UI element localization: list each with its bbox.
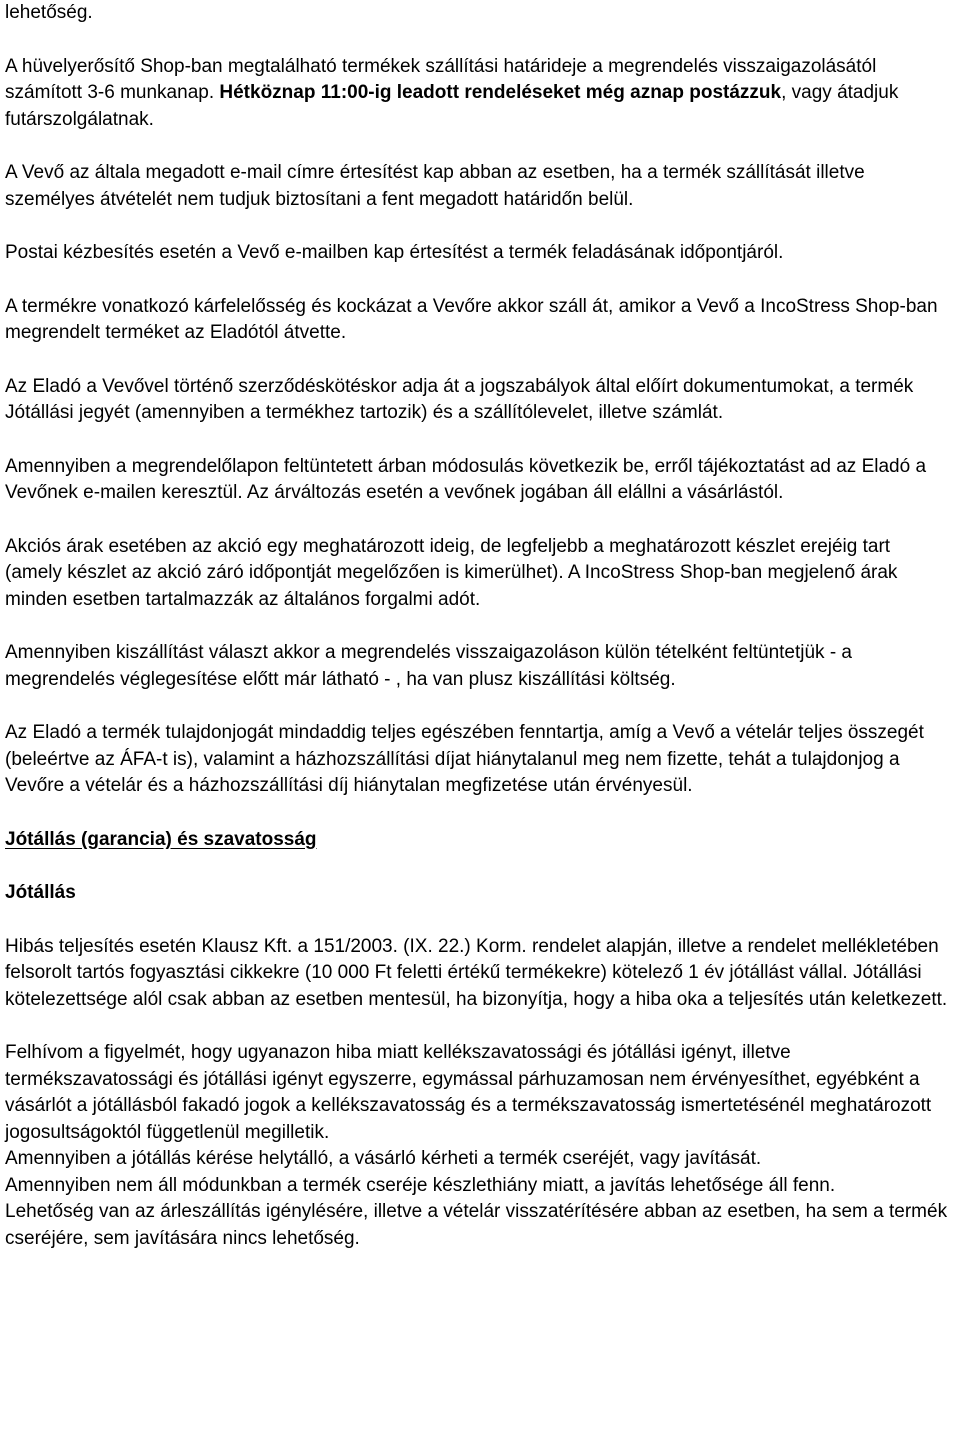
paragraph-price-change: Amennyiben a megrendelőlapon feltüntetett árban módosulás következik be, erről tájékoztatást ad az Eladó a Vevőnek e-mailen keresztül. Az árváltozás esetén a vevőnek jogában áll elállni a vásárlástól. — [5, 455, 927, 503]
delivery-text: A hüvelyerősítő Shop-ban megtalálható termékek szállítási határideje a megrendelés visszaigazolásától számított 3-6 munkanap. — [5, 55, 877, 103]
paragraph-fragment: lehetőség. — [5, 2, 93, 23]
paragraph-warranty-claims: Felhívom a figyelmét, hogy ugyanazon hiba miatt kellékszavatossági és jótállási igényt, illetve termékszavatossági és jótállási igényt egyszerre, egymással párhuzamosan nem érvényesíthet, egyébként a vásárlót a jótállásból fakadó jogok a kellékszavatosság és a termékszavatosság ismertetésénél meghatározott jogosultságoktól függetlenül megilletik. — [5, 1042, 932, 1143]
paragraph-refund: Lehetőség van az árleszállítás igénylésére, illetve a vételár visszatérítésére abban az esetben, ha sem a termék cseréjére, sem javítására nincs lehetőség. — [5, 1201, 948, 1249]
paragraph-postal-delivery: Postai kézbesítés esetén a Vevő e-mailben kap értesítést a termék feladásának időpontjáról. — [5, 242, 784, 263]
paragraph-liability: A termékre vonatkozó kárfelelősség és kockázat a Vevőre akkor száll át, amikor a Vevő a IncoStress Shop-ban megrendelt terméket az Eladótól átvette. — [5, 295, 938, 343]
paragraph-replacement: Amennyiben a jótállás kérése helytálló, a vásárló kérheti a termék cseréjét, vagy javítását. — [5, 1148, 762, 1169]
document-page — [5, 0, 950, 1252]
paragraph-warranty-terms: Hibás teljesítés esetén Klausz Kft. a 151/2003. (IX. 22.) Korm. rendelet alapján, illetve a rendelet mellékletében felsorolt tartós fogyasztási cikkekre (10 000 Ft feletti értékű termékekre) kötelező 1 év jótállást vállal. Jótállási kötelezettsége alól csak abban az esetben mentesül, ha bizonyítja, hogy a hiba oka a teljesítés után keletkezett. — [5, 935, 948, 1010]
paragraph-delivery-deadline — [5, 54, 950, 134]
courier-text: , vagy átadjuk futárszolgálatnak. — [5, 82, 899, 130]
same-day-shipping-emphasis: Hétköznap 11:00-ig leadott rendeléseket még aznap postázzuk — [219, 82, 782, 103]
section-heading-warranty: Jótállás (garancia) és szavatosság — [5, 828, 317, 850]
paragraph-email-notice: A Vevő az általa megadott e-mail címre értesítést kap abban az esetben, ha a termék szállítását illetve személyes átvételét nem tudjuk biztosítani a fent megadott határidőn belül. — [5, 162, 865, 210]
paragraph-documents: Az Eladó a Vevővel történő szerződéskötéskor adja át a jogszabályok által előírt dokumentumokat, a termék Jótállási jegyét (amennyiben a termékhez tartozik) és a szállítólevelet, illetve számlát. — [5, 375, 914, 423]
subheading-warranty: Jótállás — [5, 882, 76, 903]
paragraph-sale-prices: Akciós árak esetében az akció egy meghatározott ideig, de legfeljebb a meghatározott készlet erejéig tart (amely készlet az akció záró időpontját megelőzően is kimerülhet). A IncoStress Shop-ban megjelenő árak minden esetben tartalmazzák az általános forgalmi adót. — [5, 535, 898, 610]
paragraph-ownership: Az Eladó a termék tulajdonjogát mindaddig teljes egészében fenntartja, amíg a Vevő a vételár teljes összegét (beleértve az ÁFA-t is), valamint a házhozszállítási díjat hiánytalanul meg nem fizette, tehát a tulajdonjog a Vevőre a vételár és a házhozszállítási díj hiánytalan megfizetése után érvényesül. — [5, 722, 924, 796]
paragraph-shipping-cost: Amennyiben kiszállítást választ akkor a megrendelés visszaigazoláson külön tételként feltüntetjük - a megrendelés véglegesítése előtt már látható - , ha van plusz kiszállítási költség. — [5, 642, 852, 690]
paragraph-repair: Amennyiben nem áll módunkban a termék cseréje készlethiány miatt, a javítás lehetősége áll fenn. — [5, 1174, 836, 1196]
